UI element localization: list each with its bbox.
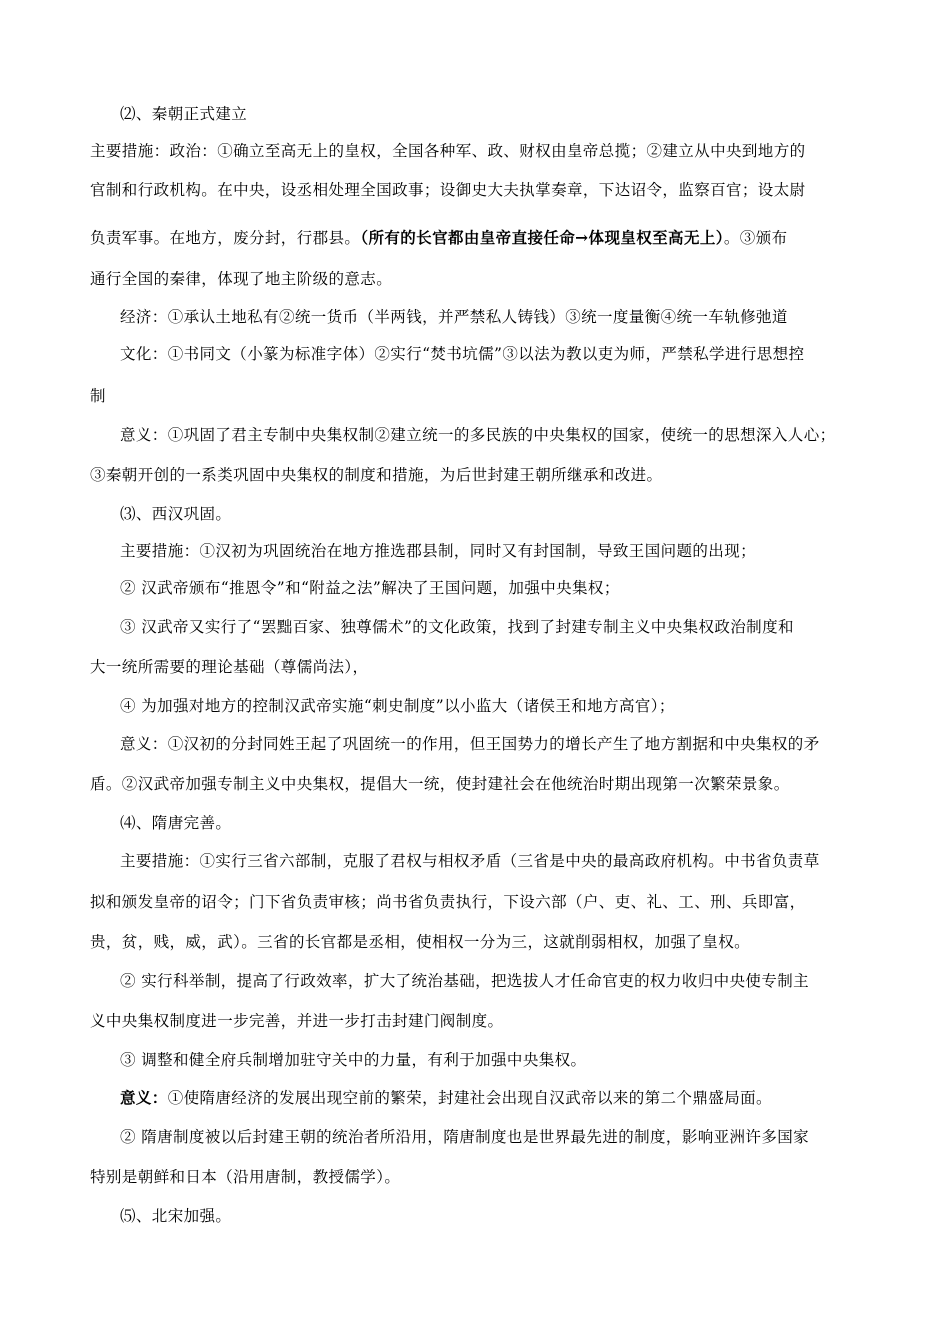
paragraph-line: 主要措施：政治：①确立至高无上的皇权，全国各种军、政、财权由皇帝总揽；②建立从中央到地方的 xyxy=(90,142,806,160)
paragraph-line: 义中央集权制度进一步完善，并进一步打击封建门阀制度。 xyxy=(90,1012,504,1030)
paragraph-line-mixed xyxy=(120,1088,772,1108)
paragraph-line: 经济：①承认土地私有②统一货币（半两钱，并严禁私人铸钱）③统一度量衡④统一车轨修弛道 xyxy=(120,308,788,326)
bold-emphasis: （所有的长官都由皇帝直接任命→体现皇权至高无上） xyxy=(360,228,724,247)
paragraph-line-mixed xyxy=(90,228,788,248)
paragraph-line: ② 汉武帝颁布“推恩令”和“附益之法”解决了王国问题，加强中央集权； xyxy=(120,579,620,597)
paragraph-line: 特别是朝鲜和日本（沿用唐制，教授儒学）。 xyxy=(90,1168,401,1186)
paragraph-line: 贵，贫，贱，威，武）。三省的长官都是丞相，使相权一分为三，这就削弱相权，加强了皇权。 xyxy=(90,933,751,951)
paragraph-line: 通行全国的秦律，体现了地主阶级的意志。 xyxy=(90,270,393,288)
paragraph-line: ④ 为加强对地方的控制汉武帝实施“刺史制度”以小监大（诸侯王和地方高官）； xyxy=(120,697,675,715)
text-run: 。③颁布 xyxy=(723,229,788,247)
section-heading-northern-song: ⑸、北宋加强。 xyxy=(120,1207,232,1225)
paragraph-line: 文化：①书同文（小篆为标准字体）②实行“焚书坑儒”③以法为教以吏为师，严禁私学进行思想控 xyxy=(120,345,805,363)
text-run: 负责军事。在地方，废分封，行郡县。 xyxy=(90,229,361,247)
paragraph-line: ② 隋唐制度被以后封建王朝的统治者所沿用，隋唐制度也是世界最先进的制度，影响亚洲许多国家 xyxy=(120,1128,810,1146)
paragraph-line: ③ 调整和健全府兵制增加驻守关中的力量，有利于加强中央集权。 xyxy=(120,1051,587,1069)
paragraph-line: ③ 汉武帝又实行了“罢黜百家、独尊儒术”的文化政策，找到了封建专制主义中央集权政治制度和 xyxy=(120,618,794,636)
paragraph-line: 拟和颁发皇帝的诏令；门下省负责审核；尚书省负责执行，下设六部（户、吏、礼、工、刑、兵即富， xyxy=(90,893,806,911)
paragraph-line: 盾。②汉武帝加强专制主义中央集权，提倡大一统，使封建社会在他统治时期出现第一次繁荣景象。 xyxy=(90,775,790,793)
paragraph-line: 官制和行政机构。在中央，设丞相处理全国政事；设御史大夫执掌奏章，下达诏令，监察百官；设太尉 xyxy=(90,181,806,199)
paragraph-line: 主要措施：①汉初为巩固统治在地方推选郡县制，同时又有封国制，导致王国问题的出现； xyxy=(120,542,757,560)
paragraph-line: 大一统所需要的理论基础（尊儒尚法）， xyxy=(90,658,369,676)
paragraph-line: 意义：①巩固了君主专制中央集权制②建立统一的多民族的中央集权的国家，使统一的思想深入人心； xyxy=(120,426,836,444)
paragraph-line: 制 xyxy=(90,387,106,405)
paragraph-line: ③秦朝开创的一系类巩固中央集权的制度和措施，为后世封建王朝所继承和改进。 xyxy=(90,466,663,484)
text-run: ①使隋唐经济的发展出现空前的繁荣，封建社会出现自汉武帝以来的第二个鼎盛局面。 xyxy=(167,1089,772,1107)
section-heading-qin: ⑵、秦朝正式建立 xyxy=(120,105,248,123)
paragraph-line: 主要措施：①实行三省六部制，克服了君权与相权矛盾（三省是中央的最高政府机构。中书省负责草 xyxy=(120,852,820,870)
section-heading-sui-tang: ⑷、隋唐完善。 xyxy=(120,814,232,832)
section-heading-western-han: ⑶、西汉巩固。 xyxy=(120,505,232,523)
paragraph-line: 意义：①汉初的分封同姓王起了巩固统一的作用，但王国势力的增长产生了地方割据和中央集权的矛 xyxy=(120,735,820,753)
paragraph-line: ② 实行科举制，提高了行政效率，扩大了统治基础，把选拔人才任命官吏的权力收归中央使专制主 xyxy=(120,972,810,990)
bold-label: 意义： xyxy=(120,1088,168,1107)
